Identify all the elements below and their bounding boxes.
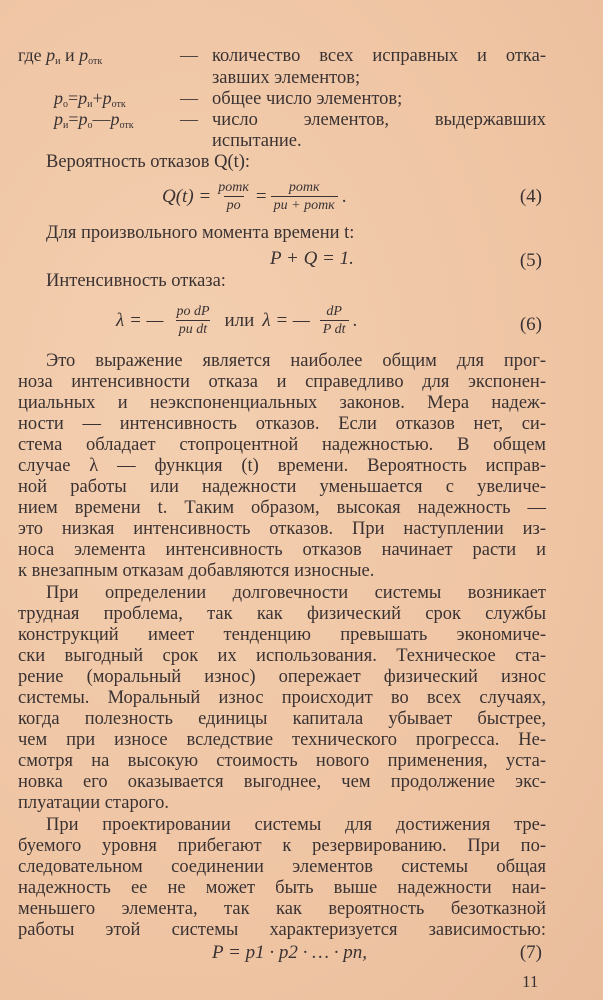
equation-number-5: (5) [519, 250, 542, 271]
eq4-lhs: Q(t) = [162, 186, 212, 207]
definition-symbol-3: $p_и=p_о—p_{отк}$ [54, 109, 134, 131]
definition-text-3a: число элементов, выдержавших [212, 110, 546, 130]
p3-line: При проектировании системы для достижения тре- [46, 815, 546, 835]
p3-line: буемого уровня прибегают к резервированию. При по- [18, 836, 546, 856]
eq4-f1-denominator: pо [224, 196, 244, 214]
eq4-f2-denominator: pи + pотк [271, 196, 338, 214]
eq4-fraction-1 [215, 180, 252, 214]
definition-text-2: общее число элементов; [212, 89, 403, 109]
eq6-fraction-1 [173, 304, 212, 338]
p1-line: ноза интенсивности отказа и справедливо для экспонен- [18, 372, 546, 392]
eq4-equals: = [255, 186, 267, 207]
definition-dash-3: — [180, 109, 198, 129]
eq4-period: . [341, 186, 347, 207]
eq6-or: или [224, 310, 255, 331]
eq6-lhs-1: λ = — [116, 310, 164, 331]
p3-line: следовательном соединении элементов системы общая [18, 857, 546, 877]
p1-line: это низкая интенсивность отказов. При наступлении из- [18, 519, 546, 539]
p2-line: При определении долговечности системы возникает [46, 583, 546, 603]
eq4-f2-numerator: pотк [288, 180, 320, 195]
equation-6 [116, 304, 357, 338]
eq6-f1-denominator: pи dt [176, 320, 210, 338]
eq6-fraction-2 [320, 304, 349, 338]
definition-symbol-2: $p_о=p_и+p_{отк}$ [54, 88, 126, 110]
equation-7: P = p1 · p2 · … · pn, [212, 942, 367, 963]
p1-line: циальных и неэкспоненциальных законов. Мера надеж- [18, 393, 546, 413]
p1-line: ной работы или надежности уменьшается с увеличе- [18, 477, 546, 497]
p1-line: Это выражение является наиболее общим для прог- [46, 351, 546, 371]
intro-failure-probability: Вероятность отказов Q(t): [46, 152, 251, 172]
eq6-f2-denominator: P dt [320, 320, 349, 338]
p2-line: плуатации старого. [18, 793, 169, 813]
p3-line: меньшего элемента, так как вероятность безотказной [18, 899, 546, 919]
p3-line: надежность ее не может быть выше надежности наи- [18, 878, 546, 898]
eq6-f1-numerator: pо dP [176, 304, 210, 319]
equation-number-6: (6) [519, 314, 542, 335]
p1-line: нием времени t. Таким образом, высокая надежность — [18, 498, 546, 518]
eq4-f1-numerator: pотк [218, 180, 249, 195]
equation-number-7: (7) [519, 942, 542, 963]
p2-line: системы. Моральный износ происходит во всех случаях, [18, 688, 546, 708]
p2-line: ски выгодный срок их использования. Техническое ста- [18, 646, 546, 666]
equation-number-4: (4) [519, 186, 542, 207]
intro-arbitrary-time: Для произвольного момента времени t: [46, 223, 355, 243]
p2-line: конструкций имеет тенденцию превышать экономиче- [18, 625, 546, 645]
definition-text-1b: завших элементов; [212, 68, 361, 88]
definition-dash-2: — [180, 88, 198, 108]
page-number: 11 [522, 972, 539, 991]
eq6-lhs-2: λ = — [262, 310, 310, 331]
equation-5: P + Q = 1. [270, 248, 354, 269]
p2-line: чем при износе вследствие технического прогресса. Не- [18, 730, 546, 750]
p1-line: случае λ — функция (t) времени. Вероятность исправ- [18, 456, 546, 476]
p1-line: носа элемента интенсивность отказов начинает расти и [18, 540, 546, 560]
intro-failure-rate: Интенсивность отказа: [46, 271, 226, 291]
p2-line: смотря на высокую стоимость нового применения, уста- [18, 751, 546, 771]
equation-4 [162, 180, 346, 214]
p1-line: ности — интенсивность отказов. Если отказов нет, си- [18, 414, 546, 434]
eq4-fraction-2 [271, 180, 338, 214]
p2-line: трудная проблема, так как физический срок службы [18, 604, 546, 624]
p2-line: когда полезность единицы капитала убывает быстрее, [18, 709, 546, 729]
p1-line: стема обладает стопроцентной надежностью. В общем [18, 435, 546, 455]
p2-line: рение (моральный износ) опережает физический износ [18, 667, 546, 687]
eq6-period: . [352, 310, 358, 331]
definition-text-1a: количество всех исправных и отка- [212, 46, 546, 66]
p2-line: новка его оказывается выгоднее, чем продолжение экс- [18, 772, 546, 792]
definition-text-3b: испытание. [212, 131, 302, 151]
definition-dash-1: — [180, 45, 198, 65]
p1-line: к внезапным отказам добавляются износные. [18, 561, 375, 581]
definition-symbol-1: где $p_и$ и $p_{отк}$ [18, 45, 103, 67]
p3-line: работы этой системы характеризуется зависимостью: [18, 920, 546, 940]
eq6-f2-numerator: dP [326, 304, 342, 319]
